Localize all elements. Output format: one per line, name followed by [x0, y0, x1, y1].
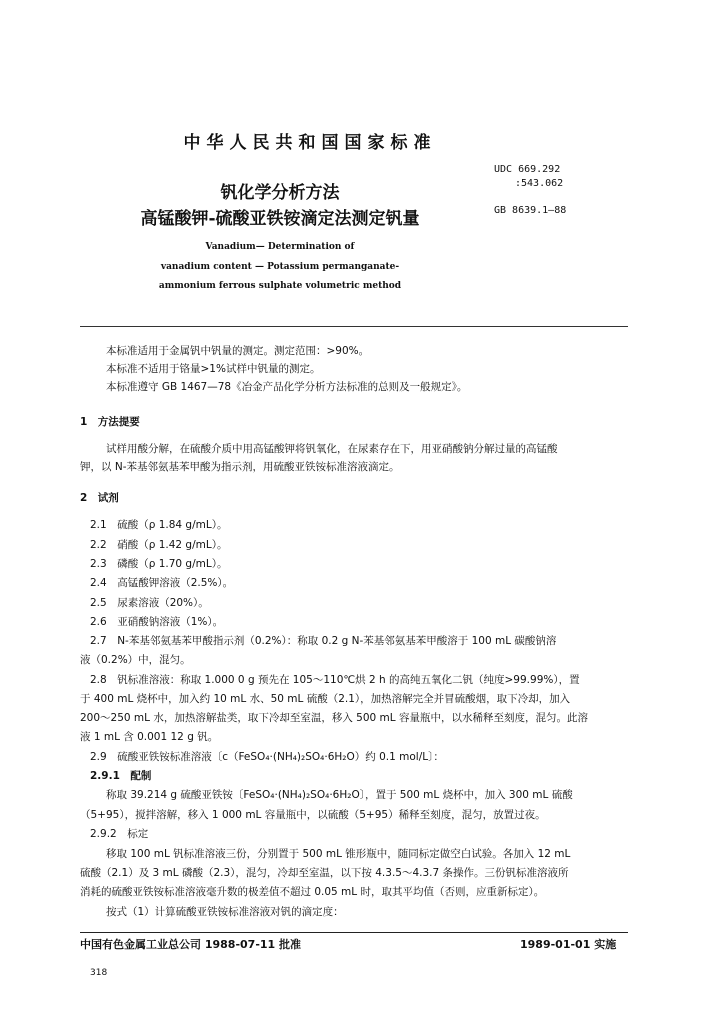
reagent-2-9-2-line1: 移取 100 mL 钒标准溶液三份，分别置于 500 mL 锥形瓶中，随同标定做空白试验。各加入 12 mL	[106, 848, 571, 860]
reagent-2-9-1-heading: 2.9.1 配制	[90, 770, 152, 782]
reagent-2-9-1-line1: 称取 39.214 g 硫酸亚铁铵〔FeSO₄·(NH₄)₂SO₄·6H₂O〕，置于 500 mL 烧杯中，加入 300 mL 硫酸	[106, 789, 573, 801]
reagent-item: 2.4 高锰酸钾溶液（2.5%）。	[90, 577, 234, 589]
reagent-2-9-2-line4: 按式（1）计算硫酸亚铁铵标准溶液对钒的滴定度：	[106, 906, 344, 918]
reagent-2-8-line3: 200～250 mL 水，加热溶解盐类，取下冷却至室温，移入 500 mL 容量瓶中，以水稀释至刻度，混匀。此溶	[80, 712, 588, 724]
standard-name: 中华人民共和国国家标准	[183, 133, 437, 153]
reagent-item: 2.5 尿素溶液（20%）。	[90, 597, 209, 609]
reagent-item: 2.3 磷酸（ρ 1.70 g/mL）。	[90, 558, 228, 570]
reagent-2-8-line2: 于 400 mL 烧杯中，加入约 10 mL 水、50 mL 硫酸（2.1），加热溶解完全并冒硫酸烟，取下冷却，加入	[80, 693, 571, 705]
english-title-line3: ammonium ferrous sulphate volumetric method	[158, 281, 402, 291]
document-title-line1: 钒化学分析方法	[220, 183, 340, 203]
reagent-2-8-line4: 液 1 mL 含 0.001 12 g 钒。	[80, 731, 219, 743]
intro-paragraph-3: 本标准遵守 GB 1467—78《冶金产品化学分析方法标准的总则及一般规定》。	[106, 381, 468, 393]
udc-code-line2: :543.062	[515, 178, 564, 189]
header-divider	[80, 326, 628, 327]
reagent-item: 2.6 亚硝酸钠溶液（1%）。	[90, 616, 224, 628]
page-number: 318	[90, 968, 108, 978]
reagent-2-8-line1: 2.8 钒标准溶液：称取 1.000 0 g 预先在 105～110℃烘 2 h 的高纯五氧化二钒（纯度>99.99%），置	[90, 674, 580, 686]
reagent-2-7-line2: 液（0.2%）中，混匀。	[80, 654, 191, 666]
footer-divider	[80, 932, 628, 933]
intro-paragraph-2: 本标准不适用于铬量>1%试样中钒量的测定。	[106, 363, 321, 375]
reagent-item: 2.1 硫酸（ρ 1.84 g/mL）。	[90, 519, 228, 531]
implementation-date: 1989-01-01 实施	[520, 938, 617, 951]
english-title-line1: Vanadium— Determination of	[205, 242, 355, 252]
reagent-item: 2.2 硝酸（ρ 1.42 g/mL）。	[90, 539, 228, 551]
intro-paragraph-1: 本标准适用于金属钒中钒量的测定。测定范围：>90%。	[106, 345, 370, 357]
section-1-text-line1: 试样用酸分解，在硫酸介质中用高锰酸钾将钒氧化，在尿素存在下，用亚硝酸钠分解过量的高锰酸	[106, 443, 558, 455]
section-1-text-line2: 钾，以 N-苯基邻氨基苯甲酸为指示剂，用硫酸亚铁铵标准溶液滴定。	[80, 461, 400, 473]
english-title-line2: vanadium content — Potassium permanganate-	[160, 262, 400, 272]
udc-code-line1: UDC 669.292	[494, 164, 561, 175]
gb-number: GB 8639.1—88	[494, 205, 567, 216]
reagent-2-9: 2.9 硫酸亚铁铵标准溶液〔c（FeSO₄·(NH₄)₂SO₄·6H₂O）约 0.1 mol/L〕：	[90, 751, 444, 763]
reagent-2-9-1-line2: （5+95），搅拌溶解，移入 1 000 mL 容量瓶中，以硫酸（5+95）稀释至刻度，混匀，放置过夜。	[80, 809, 546, 821]
document-title-line2: 高锰酸钾-硫酸亚铁铵滴定法测定钒量	[140, 209, 420, 229]
reagent-2-9-2-line3: 消耗的硫酸亚铁铵标准溶液毫升数的极差值不超过 0.05 mL 时，取其平均值（否则，应重新标定）。	[80, 886, 545, 898]
approval-line: 中国有色金属工业总公司 1988-07-11 批准	[80, 938, 302, 951]
reagent-2-9-2-line2: 硫酸（2.1）及 3 mL 磷酸（2.3），混匀，冷却至室温，以下按 4.3.5～4.3.7 条操作。三份钒标准溶液所	[80, 867, 569, 879]
reagent-2-9-2-heading: 2.9.2 标定	[90, 828, 149, 840]
section-1-heading: 1 方法提要	[80, 416, 140, 428]
section-2-heading: 2 试剂	[80, 492, 119, 504]
reagent-2-7-line1: 2.7 N-苯基邻氨基苯甲酸指示剂（0.2%）：称取 0.2 g N-苯基邻氨基苯甲酸溶于 100 mL 碳酸钠溶	[90, 635, 557, 647]
